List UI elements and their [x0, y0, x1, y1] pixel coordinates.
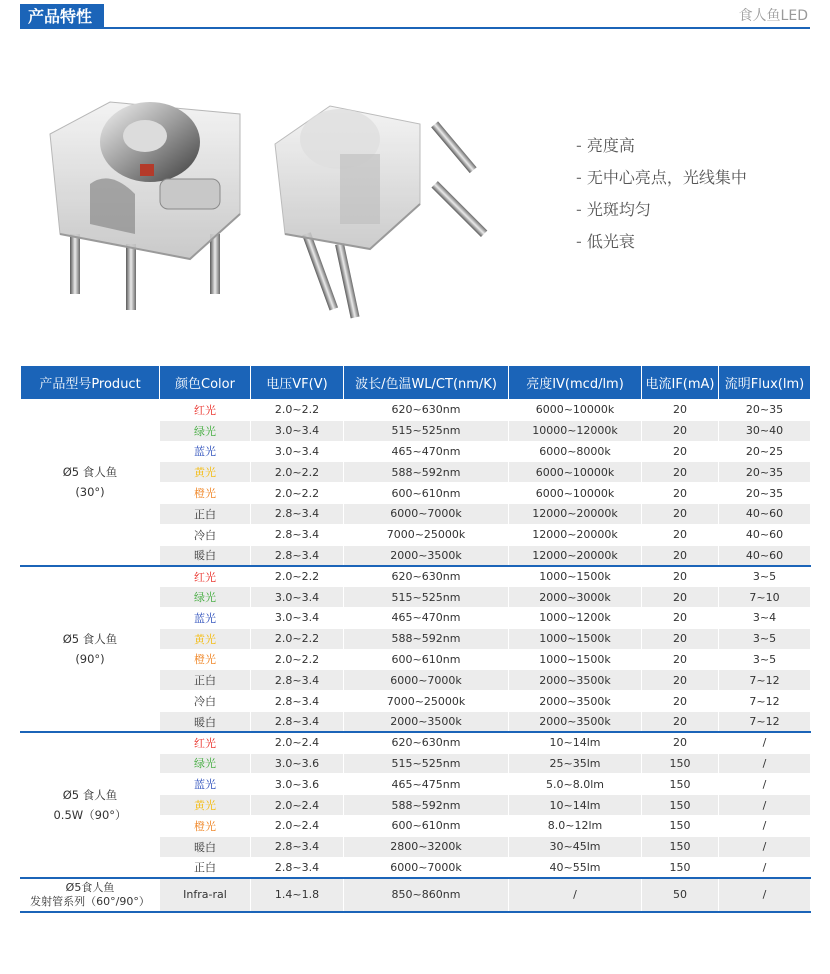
- column-header: 流明Flux(lm): [719, 366, 811, 400]
- model-name: Ø5 食人鱼: [62, 632, 118, 647]
- spec-cell: 2000~3500k: [509, 691, 642, 712]
- spec-cell: 2.0~2.2: [251, 628, 344, 649]
- spec-cell: 7000~25000k: [344, 691, 509, 712]
- spec-cell: 3~5: [719, 649, 811, 670]
- spec-cell: 600~610nm: [344, 815, 509, 836]
- spec-cell: 20: [642, 483, 719, 504]
- spec-cell: 3~5: [719, 566, 811, 587]
- spec-cell: /: [719, 878, 811, 912]
- spec-cell: 3.0~3.4: [251, 607, 344, 628]
- spec-cell: 20: [642, 503, 719, 524]
- spec-cell: 40~60: [719, 503, 811, 524]
- spec-cell: 5.0~8.0lm: [509, 774, 642, 795]
- spec-cell: 2.8~3.4: [251, 503, 344, 524]
- spec-table: [20, 365, 811, 913]
- spec-cell: 2.8~3.4: [251, 670, 344, 691]
- color-cell: 黄光: [160, 462, 251, 483]
- led-side-view: [275, 106, 487, 318]
- feature-item: - 无中心亮点，光线集中: [576, 162, 747, 194]
- spec-cell: 515~525nm: [344, 420, 509, 441]
- spec-cell: 2000~3500k: [344, 545, 509, 566]
- spec-cell: 465~470nm: [344, 441, 509, 462]
- spec-cell: 20: [642, 587, 719, 608]
- product-photo: [40, 84, 500, 319]
- spec-cell: 3~5: [719, 628, 811, 649]
- spec-cell: 20~35: [719, 462, 811, 483]
- model-angle: 0.5W（90°）: [53, 808, 127, 823]
- spec-cell: 2.0~2.2: [251, 649, 344, 670]
- column-header: 颜色Color: [160, 366, 251, 400]
- spec-cell: 2.8~3.4: [251, 545, 344, 566]
- spec-cell: 40~60: [719, 524, 811, 545]
- spec-cell: 20: [642, 649, 719, 670]
- spec-cell: 12000~20000k: [509, 545, 642, 566]
- model-cell: [21, 400, 160, 566]
- spec-cell: 3.0~3.4: [251, 587, 344, 608]
- color-cell: 绿光: [160, 420, 251, 441]
- spec-cell: 1000~1200k: [509, 607, 642, 628]
- feature-list: [576, 130, 747, 258]
- spec-cell: 7~12: [719, 670, 811, 691]
- spec-cell: 3.0~3.6: [251, 774, 344, 795]
- color-cell: 红光: [160, 400, 251, 421]
- spec-cell: 2000~3500k: [509, 670, 642, 691]
- spec-cell: 7~12: [719, 711, 811, 732]
- spec-cell: 25~35lm: [509, 753, 642, 774]
- column-header: 产品型号Product: [21, 366, 160, 400]
- section-header: [0, 0, 830, 32]
- color-cell: 正白: [160, 857, 251, 878]
- spec-cell: 20: [642, 441, 719, 462]
- color-cell: 正白: [160, 503, 251, 524]
- spec-cell: /: [719, 857, 811, 878]
- spec-cell: 2.8~3.4: [251, 711, 344, 732]
- color-cell: 暖白: [160, 711, 251, 732]
- color-cell: 绿光: [160, 753, 251, 774]
- color-cell: 红光: [160, 732, 251, 753]
- spec-cell: 588~592nm: [344, 462, 509, 483]
- color-cell: 橙光: [160, 815, 251, 836]
- table-row: [21, 878, 811, 912]
- header-divider: [104, 27, 810, 29]
- spec-cell: 620~630nm: [344, 732, 509, 753]
- spec-cell: 10~14lm: [509, 732, 642, 753]
- spec-cell: 6000~7000k: [344, 857, 509, 878]
- spec-cell: 150: [642, 753, 719, 774]
- spec-cell: 588~592nm: [344, 628, 509, 649]
- model-angle: (90°): [75, 652, 105, 667]
- table-row: [21, 732, 811, 753]
- spec-cell: 620~630nm: [344, 566, 509, 587]
- spec-cell: 150: [642, 836, 719, 857]
- spec-cell: 588~592nm: [344, 795, 509, 816]
- spec-cell: 10000~12000k: [509, 420, 642, 441]
- model-name: Ø5 食人鱼: [62, 788, 118, 803]
- spec-cell: 150: [642, 857, 719, 878]
- spec-cell: 20: [642, 545, 719, 566]
- spec-cell: 20: [642, 462, 719, 483]
- spec-cell: 30~40: [719, 420, 811, 441]
- spec-cell: 7000~25000k: [344, 524, 509, 545]
- spec-cell: 20~25: [719, 441, 811, 462]
- spec-cell: 6000~10000k: [509, 462, 642, 483]
- spec-cell: /: [719, 732, 811, 753]
- spec-cell: /: [509, 878, 642, 912]
- model-name: Ø5 食人鱼: [62, 465, 118, 480]
- color-cell: 红光: [160, 566, 251, 587]
- table-row: [21, 400, 811, 421]
- spec-cell: 20: [642, 670, 719, 691]
- spec-cell: 20: [642, 628, 719, 649]
- spec-cell: 2.0~2.4: [251, 732, 344, 753]
- spec-cell: 2000~3500k: [509, 711, 642, 732]
- spec-cell: 2.8~3.4: [251, 857, 344, 878]
- table-header-row: [21, 366, 811, 400]
- spec-cell: 2.0~2.4: [251, 815, 344, 836]
- color-cell: 蓝光: [160, 441, 251, 462]
- column-header: 电压VF(V): [251, 366, 344, 400]
- spec-cell: 30~45lm: [509, 836, 642, 857]
- spec-cell: 2800~3200k: [344, 836, 509, 857]
- spec-cell: 2.0~2.2: [251, 483, 344, 504]
- spec-cell: 2.8~3.4: [251, 524, 344, 545]
- spec-cell: 3.0~3.4: [251, 420, 344, 441]
- spec-cell: 50: [642, 878, 719, 912]
- column-header: 电流IF(mA): [642, 366, 719, 400]
- spec-cell: 2.0~2.2: [251, 462, 344, 483]
- spec-cell: 515~525nm: [344, 753, 509, 774]
- spec-cell: 620~630nm: [344, 400, 509, 421]
- spec-cell: 6000~7000k: [344, 670, 509, 691]
- spec-cell: 2000~3000k: [509, 587, 642, 608]
- spec-cell: 6000~7000k: [344, 503, 509, 524]
- spec-cell: 7~12: [719, 691, 811, 712]
- spec-cell: 1000~1500k: [509, 566, 642, 587]
- spec-cell: 850~860nm: [344, 878, 509, 912]
- model-name: Ø5食人鱼: [65, 880, 115, 894]
- color-cell: 蓝光: [160, 774, 251, 795]
- feature-item: - 低光衰: [576, 226, 747, 258]
- spec-cell: 3.0~3.6: [251, 753, 344, 774]
- led-front-view: [50, 102, 240, 310]
- color-cell: Infra-ral: [160, 878, 251, 912]
- spec-cell: 2.8~3.4: [251, 691, 344, 712]
- model-angle: 发射管系列（60°/90°）: [30, 894, 150, 908]
- spec-cell: 20~35: [719, 483, 811, 504]
- spec-cell: 515~525nm: [344, 587, 509, 608]
- section-title: 产品特性: [20, 4, 104, 29]
- spec-cell: 465~475nm: [344, 774, 509, 795]
- feature-item: - 亮度高: [576, 130, 747, 162]
- spec-cell: 150: [642, 815, 719, 836]
- spec-cell: 6000~10000k: [509, 400, 642, 421]
- model-cell: [21, 878, 160, 912]
- spec-cell: 2.0~2.2: [251, 566, 344, 587]
- spec-cell: 8.0~12lm: [509, 815, 642, 836]
- spec-cell: 12000~20000k: [509, 503, 642, 524]
- column-header: 波长/色温WL/CT(nm/K): [344, 366, 509, 400]
- model-cell: [21, 732, 160, 878]
- spec-cell: 6000~8000k: [509, 441, 642, 462]
- spec-cell: /: [719, 836, 811, 857]
- spec-cell: 150: [642, 795, 719, 816]
- spec-cell: /: [719, 753, 811, 774]
- spec-cell: /: [719, 795, 811, 816]
- spec-cell: 150: [642, 774, 719, 795]
- color-cell: 蓝光: [160, 607, 251, 628]
- feature-item: - 光斑均匀: [576, 194, 747, 226]
- spec-cell: 2.0~2.2: [251, 400, 344, 421]
- color-cell: 冷白: [160, 691, 251, 712]
- table-body: [21, 400, 811, 912]
- spec-cell: 20~35: [719, 400, 811, 421]
- spec-cell: 20: [642, 400, 719, 421]
- spec-cell: 20: [642, 524, 719, 545]
- spec-cell: 1.4~1.8: [251, 878, 344, 912]
- model-cell: [21, 566, 160, 732]
- spec-cell: 1000~1500k: [509, 628, 642, 649]
- table-row: [21, 566, 811, 587]
- spec-cell: 20: [642, 420, 719, 441]
- spec-cell: 40~55lm: [509, 857, 642, 878]
- spec-cell: 465~470nm: [344, 607, 509, 628]
- spec-cell: 600~610nm: [344, 483, 509, 504]
- spec-cell: 10~14lm: [509, 795, 642, 816]
- model-angle: (30°): [75, 485, 105, 500]
- spec-cell: 40~60: [719, 545, 811, 566]
- spec-cell: 12000~20000k: [509, 524, 642, 545]
- color-cell: 正白: [160, 670, 251, 691]
- spec-cell: 6000~10000k: [509, 483, 642, 504]
- spec-cell: 20: [642, 691, 719, 712]
- spec-cell: /: [719, 815, 811, 836]
- color-cell: 橙光: [160, 483, 251, 504]
- spec-cell: 2000~3500k: [344, 711, 509, 732]
- spec-cell: /: [719, 774, 811, 795]
- column-header: 亮度IV(mcd/lm): [509, 366, 642, 400]
- spec-cell: 2.8~3.4: [251, 836, 344, 857]
- spec-cell: 7~10: [719, 587, 811, 608]
- spec-cell: 3.0~3.4: [251, 441, 344, 462]
- spec-cell: 2.0~2.4: [251, 795, 344, 816]
- color-cell: 暖白: [160, 836, 251, 857]
- color-cell: 绿光: [160, 587, 251, 608]
- brand-label: 食人鱼LED: [738, 8, 808, 24]
- color-cell: 橙光: [160, 649, 251, 670]
- spec-cell: 20: [642, 607, 719, 628]
- color-cell: 黄光: [160, 795, 251, 816]
- spec-cell: 20: [642, 732, 719, 753]
- spec-cell: 20: [642, 566, 719, 587]
- color-cell: 暖白: [160, 545, 251, 566]
- spec-cell: 1000~1500k: [509, 649, 642, 670]
- spec-cell: 20: [642, 711, 719, 732]
- color-cell: 黄光: [160, 628, 251, 649]
- spec-cell: 600~610nm: [344, 649, 509, 670]
- color-cell: 冷白: [160, 524, 251, 545]
- spec-cell: 3~4: [719, 607, 811, 628]
